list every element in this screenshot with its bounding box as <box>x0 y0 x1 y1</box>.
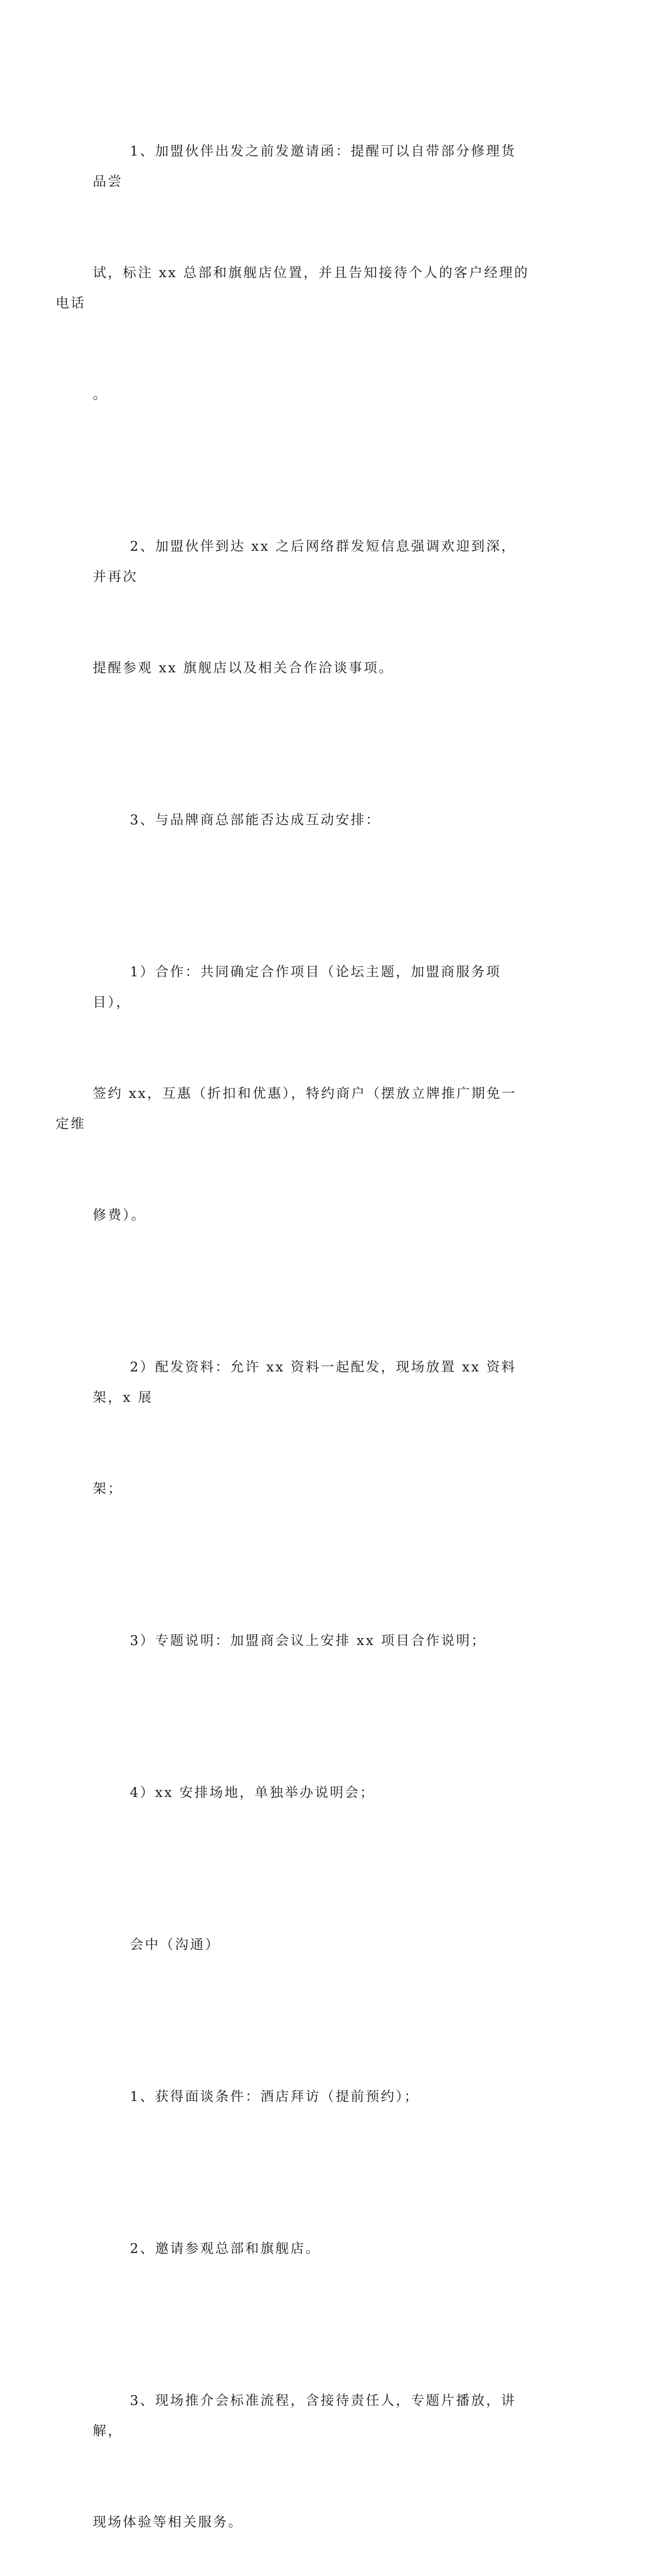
text-line: 1、获得面谈条件：酒店拜访（提前预约）； <box>130 2089 419 2105</box>
text-line: 3）专题说明：加盟商会议上安排 xx 项目合作说明； <box>130 1633 486 1649</box>
text-line: 修费）。 <box>93 1208 146 1223</box>
paragraph <box>93 1292 531 1565</box>
paragraph <box>93 2325 531 2576</box>
text-line: 现场体验等相关服务。 <box>93 2515 244 2530</box>
paragraph <box>93 2173 531 2325</box>
text-line: 。 <box>93 387 108 402</box>
text-line: 提醒参观 xx 旗舰店以及相关合作洽谈事项。 <box>93 660 394 676</box>
paragraph <box>93 1717 531 1869</box>
paragraph <box>93 2021 531 2173</box>
text-line: 4）xx 安排场地，单独举办说明会； <box>130 1785 375 1801</box>
document-page <box>56 76 531 2576</box>
section-heading <box>93 1869 531 2021</box>
text-line: 3、现场推介会标准流程，含接待责任人，专题片播放，讲解， <box>93 2393 516 2439</box>
text-line: 签约 xx，互惠（折扣和优惠），特约商户（摆放立牌推广期免一定维 <box>56 1086 517 1132</box>
text-line: 2、邀请参观总部和旗舰店。 <box>130 2241 321 2257</box>
text-line: 会中（沟通） <box>130 1937 221 1953</box>
paragraph <box>56 896 531 1292</box>
text-line: 试，标注 xx 总部和旗舰店位置，并且告知接待个人的客户经理的电话 <box>56 265 530 311</box>
text-line: 架； <box>93 1481 123 1497</box>
text-line: 1）合作：共同确定合作项目（论坛主题，加盟商服务项目）， <box>93 964 501 1010</box>
text-line: 3、与品牌商总部能否达成互动安排： <box>130 812 381 828</box>
paragraph <box>93 471 531 744</box>
text-line: 2）配发资料：允许 xx 资料一起配发，现场放置 xx 资料架，x 展 <box>93 1360 517 1405</box>
paragraph <box>56 76 531 471</box>
text-line: 2、加盟伙伴到达 xx 之后网络群发短信息强调欢迎到深，并再次 <box>93 539 516 585</box>
paragraph <box>93 744 531 896</box>
text-line: 1、加盟伙伴出发之前发邀请函：提醒可以自带部分修理货品尝 <box>93 144 516 190</box>
paragraph <box>93 1565 531 1717</box>
